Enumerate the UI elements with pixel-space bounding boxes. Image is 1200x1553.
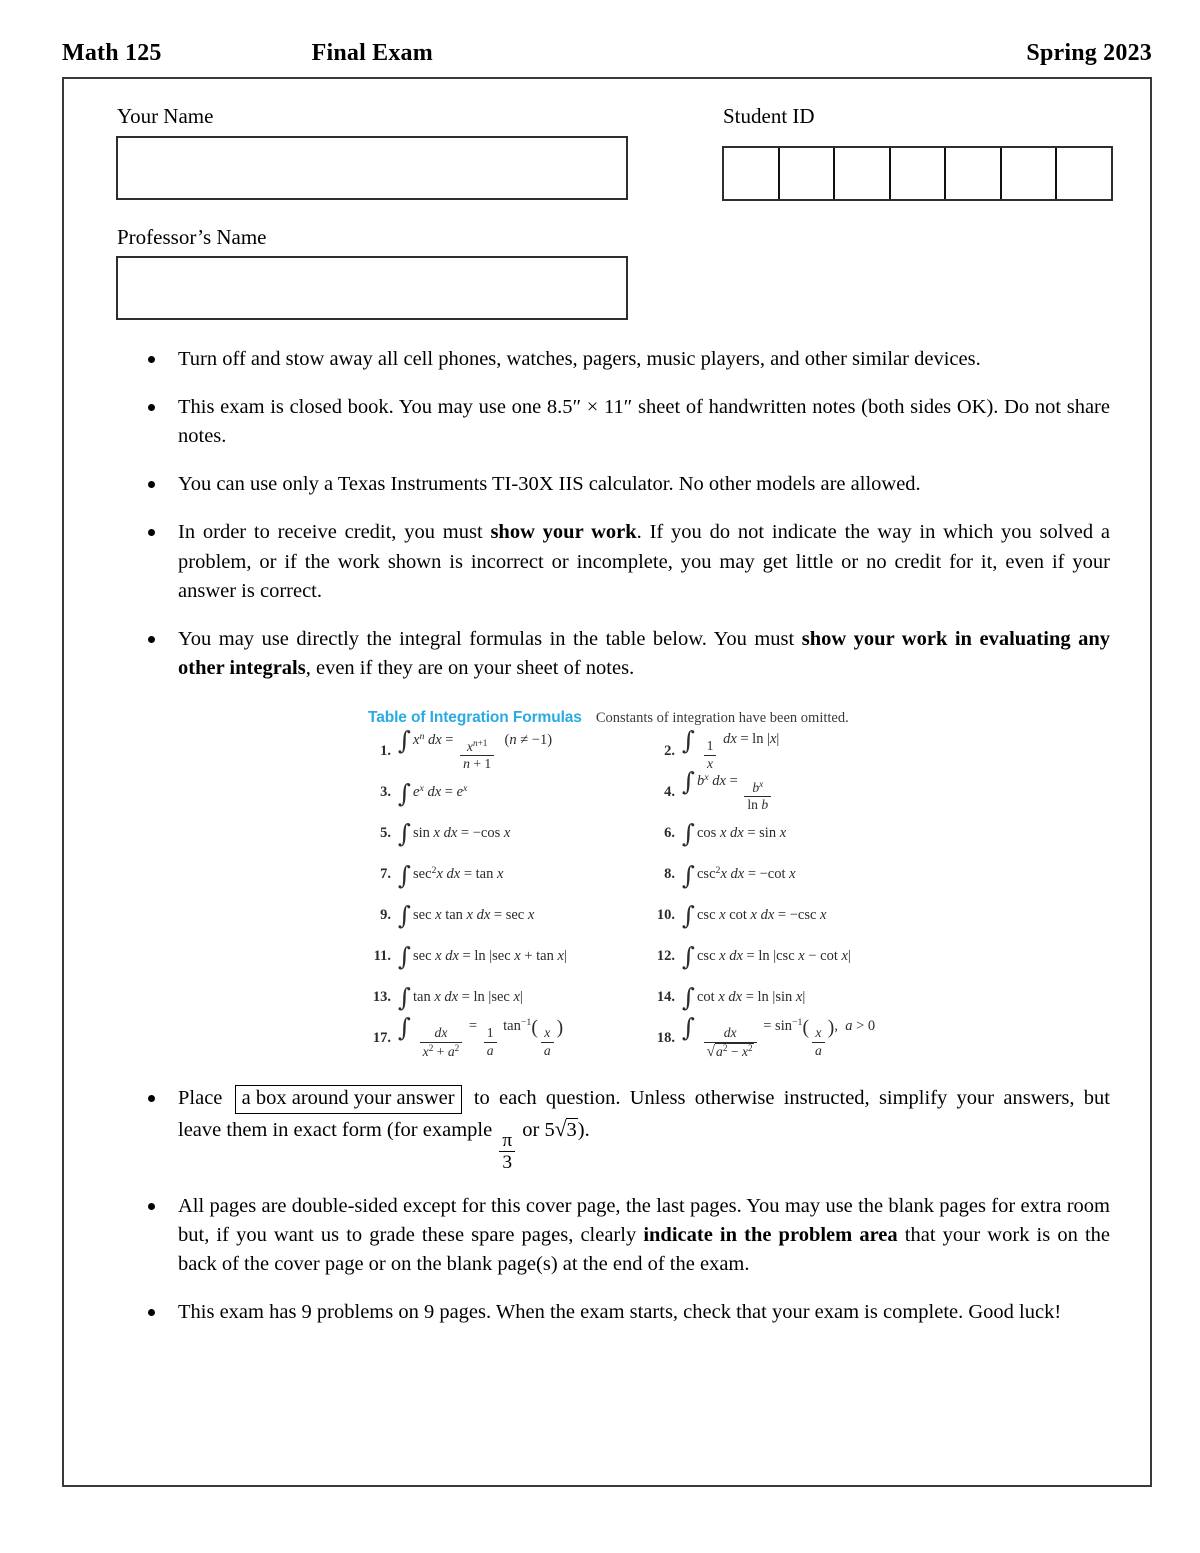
formula-table-title: Table of Integration Formulas [368,709,582,726]
formula-number: 13. [372,989,391,1005]
instruction-text-part: sheet of handwritten notes (both sides OK). Do not share notes. [178,396,1110,448]
instruction-text-part: ). [577,1118,590,1141]
instruction-emphasis: show your work [490,521,637,544]
fraction-denominator: 3 [499,1151,515,1172]
formula-entry [652,767,926,813]
instruction-emphasis: show your work in evaluating any other integrals [178,627,1111,679]
professor-name-field[interactable] [116,256,628,320]
instruction-item-problem-count [145,1298,1110,1327]
student-id-cell[interactable] [724,148,780,199]
integration-formula-table [360,707,926,1077]
instruction-text-part: This exam is closed book. You may use one 8.5 [178,396,573,419]
instruction-text: You can use only a Texas Instruments TI-30X IIS calculator. No other models are allowed. [178,473,921,496]
formula-number: 18. [656,1030,675,1046]
your-name-label: Your Name [117,104,214,128]
student-id-cell[interactable] [1002,148,1058,199]
formula-table-note: Constants of integration have been omitted. [595,710,849,726]
formula-grid [360,725,926,1060]
instruction-item-devices [145,345,1110,374]
instruction-text-part: to each question. Unless otherwise instructed, simplify your answers, but leave them in exact form (for example [178,1086,1110,1141]
formula-expression: ∫ sec x dx = ln |sec x + tan x| [398,942,567,972]
formula-expression: ∫ $\sec^2x$ dx = tan x [398,860,504,890]
exam-header [62,40,1152,67]
fraction-numerator: π [502,1129,513,1151]
formula-number: 10. [656,907,675,923]
instruction-text-part: Place [178,1086,232,1109]
exam-title: Final Exam [311,40,433,66]
student-id-cell[interactable] [1057,148,1111,199]
formula-expression: ∫ $\frac{dx}{√a^2 - x^2}$ = $\sin^{-1}$( $\frac{x}{a}$ ), a > 0 [682,1012,876,1060]
formula-number: 8. [664,866,675,882]
pi-over-three-fraction [499,1131,515,1173]
formula-expression: ∫ tan x dx = ln |sec x| [398,983,523,1013]
instruction-text-part: , even if they are on your sheet of notes. [305,656,635,679]
formula-expression: ∫ $x^n$ dx = $\frac{x^{n+1}}{n + 1}$ (n ≠ −1) [398,726,553,772]
your-name-field[interactable] [116,136,628,200]
professor-name-label: Professor’s Name [117,225,267,249]
formula-expression: ∫ cot x dx = ln |sin x| [682,983,806,1013]
course-name: Math 125 [62,40,162,66]
formula-expression: ∫ $\frac{dx}{x^2 + a^2}$ = $\frac{1}{a}$ $\tan^{-1}$( $\frac{x}{a}$ ) [398,1013,564,1059]
student-id-cell[interactable] [891,148,947,199]
student-id-label: Student ID [723,104,815,128]
formula-number: 6. [664,825,675,841]
instruction-text: Turn off and stow away all cell phones, watches, pagers, music players, and other similar devices. [178,348,981,370]
radicand: 3 [566,1118,577,1141]
formula-number: 17. [372,1030,391,1046]
formula-expression: ∫ csc x cot x dx = −csc x [682,901,827,931]
instruction-item-formula-table [145,625,1110,683]
inch-mark: ″ [623,396,633,419]
formula-entry [652,1012,926,1060]
formula-entry [368,813,642,854]
instruction-text-part: All pages are double-sided except for this cover page, the last pages. You may use the blank pages for extra room but, if you want us to grade these spare pages, clearly [178,1194,1110,1246]
formula-entry [652,977,926,1018]
instruction-text-part: that your work is on the back of the cover page or on the blank page(s) at the end of the exam. [178,1223,1111,1275]
instruction-text-part: × 11 [581,396,624,419]
formula-expression: ∫ sec x tan x dx = sec x [398,901,535,931]
formula-entry [368,977,642,1018]
formula-entry [368,895,642,936]
instruction-item-blank-pages [145,1192,1110,1279]
student-id-grid[interactable] [722,146,1113,201]
formula-entry [368,772,642,813]
formula-expression: ∫ $e^x$ dx = $e^x$ [398,778,468,808]
boxed-answer-example: a box around your answer [235,1085,462,1114]
instruction-item-closed-book [145,393,1110,451]
formula-entry [652,936,926,977]
formula-entry [368,854,642,895]
student-id-cell[interactable] [835,148,891,199]
radical-sign: √ [554,1116,567,1141]
instruction-text-part: or 5 [517,1118,555,1141]
formula-entry [368,1013,642,1059]
formula-entry [368,936,642,977]
formula-expression: ∫ $\csc^2x$ dx = −cot x [682,860,796,890]
formula-expression: ∫ csc x dx = ln |csc x − cot x| [682,942,851,972]
formula-entry [652,813,926,854]
formula-entry [652,725,926,772]
instruction-item-calculator [145,470,1110,499]
formula-entry [652,895,926,936]
student-id-cell[interactable] [946,148,1002,199]
formula-table-header [360,707,926,731]
formula-number: 5. [380,825,391,841]
instruction-text-part: You may use directly the integral formulas in the table below. You must [178,627,802,650]
formula-number: 4. [664,784,675,800]
formula-entry [368,726,642,772]
instruction-text-part: . If you do not indicate the way in which you solved a problem, or if the work shown is incorrect or incomplete, you may get little or no credit for it, even if your answer is correct. [178,521,1110,602]
instruction-text-part: In order to receive credit, you must [178,521,491,544]
formula-number: 3. [380,784,391,800]
formula-expression: ∫ $\frac{1}{x}$ dx = ln |x| [682,725,780,771]
formula-number: 9. [380,907,391,923]
formula-entry [652,854,926,895]
instruction-item-show-work [145,518,1110,605]
formula-expression: ∫ $b^x$ dx = $\frac{b^x}{\text{ln b}}$ [682,772,774,813]
exam-term: Spring 2023 [1026,40,1152,66]
formula-number: 14. [656,989,675,1005]
instruction-item-box-answer [145,1084,1110,1173]
formula-number: 11. [373,948,391,964]
formula-number: 2. [664,743,675,759]
student-id-cell[interactable] [780,148,836,199]
formula-expression: ∫ cos x dx = sin x [682,819,787,849]
sqrt-three [554,1116,578,1141]
formula-number: 7. [380,866,391,882]
formula-number: 1. [380,743,391,759]
instruction-emphasis: indicate in the problem area [643,1223,898,1246]
formula-expression: ∫ sin x dx = −cos x [398,819,511,849]
inch-mark: ″ [572,396,582,419]
instruction-text: This exam has 9 problems on 9 pages. When the exam starts, check that your exam is complete. Good luck! [178,1300,1062,1323]
formula-number: 12. [656,948,675,964]
